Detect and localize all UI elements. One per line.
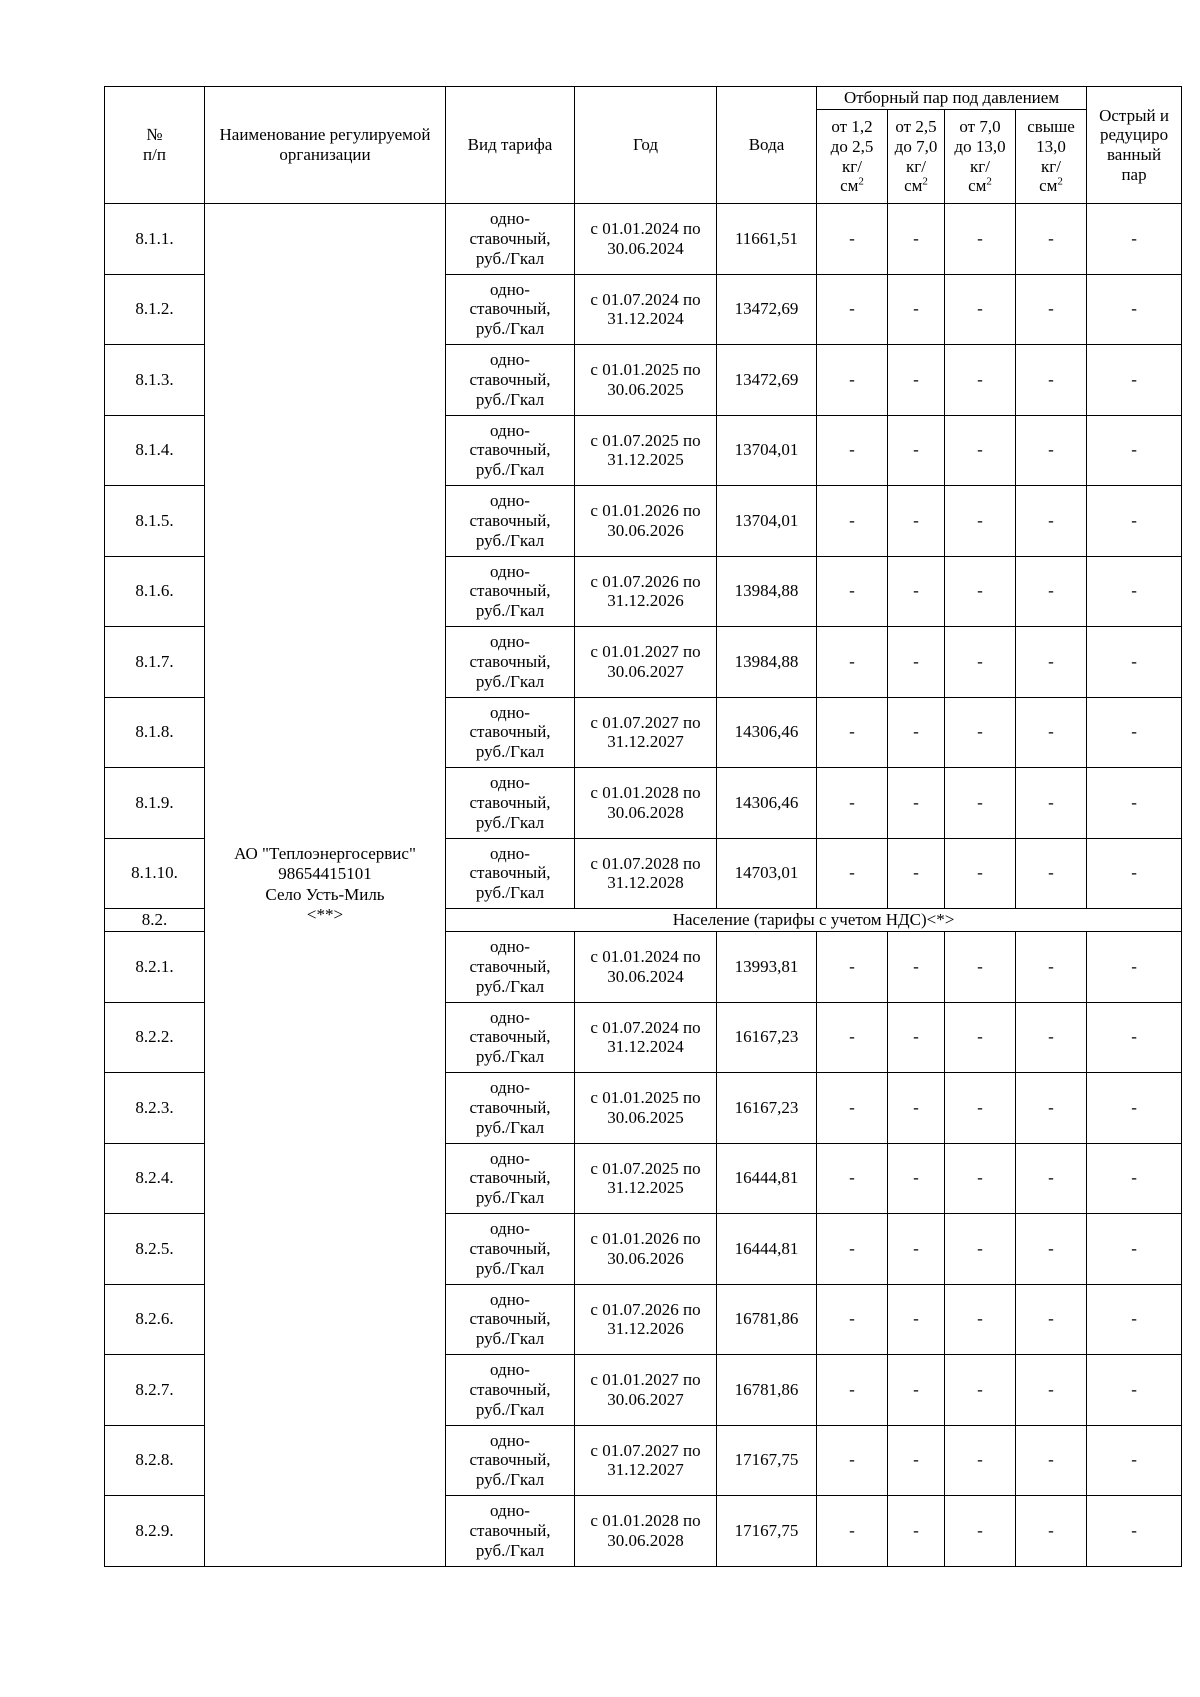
- period: с 01.01.2027 по 30.06.2027: [575, 1355, 717, 1426]
- header-pressure-2-sup: 2: [922, 175, 928, 188]
- header-pressure-1: [817, 110, 888, 204]
- steam-3-value: -: [945, 768, 1016, 839]
- water-value: 14306,46: [717, 768, 817, 839]
- header-pressure-1-label: от 1,2 до 2,5 кг/ см: [830, 117, 874, 196]
- header-pressure-4-label: свыше 13,0 кг/ см: [1027, 117, 1075, 196]
- steam-1-value: -: [817, 932, 888, 1003]
- sharp-steam-value: -: [1087, 838, 1182, 909]
- row-number: 8.1.10.: [105, 838, 205, 909]
- water-value: 13472,69: [717, 274, 817, 345]
- steam-4-value: -: [1016, 204, 1087, 275]
- header-steam-group: Отборный пар под давлением: [817, 87, 1087, 110]
- steam-4-value: -: [1016, 697, 1087, 768]
- steam-3-value: -: [945, 204, 1016, 275]
- header-pressure-3: [945, 110, 1016, 204]
- period: с 01.07.2026 по 31.12.2026: [575, 1284, 717, 1355]
- row-number: 8.2.9.: [105, 1496, 205, 1567]
- sharp-steam-value: -: [1087, 627, 1182, 698]
- tariff-type: одно- ставочный, руб./Гкал: [446, 345, 575, 416]
- organization-name: АО "Теплоэнергосервис" 98654415101 Село Усть-Миль <**>: [205, 204, 446, 1567]
- steam-1-value: -: [817, 697, 888, 768]
- tariff-type: одно- ставочный, руб./Гкал: [446, 1002, 575, 1073]
- steam-1-value: -: [817, 274, 888, 345]
- steam-2-value: -: [888, 1284, 945, 1355]
- steam-2-value: -: [888, 627, 945, 698]
- steam-2-value: -: [888, 1143, 945, 1214]
- row-number: 8.1.4.: [105, 415, 205, 486]
- sharp-steam-value: -: [1087, 204, 1182, 275]
- steam-4-value: -: [1016, 1073, 1087, 1144]
- period: с 01.07.2026 по 31.12.2026: [575, 556, 717, 627]
- row-number: 8.1.2.: [105, 274, 205, 345]
- steam-2-value: -: [888, 697, 945, 768]
- period: с 01.01.2028 по 30.06.2028: [575, 768, 717, 839]
- tariff-type: одно- ставочный, руб./Гкал: [446, 1284, 575, 1355]
- steam-1-value: -: [817, 204, 888, 275]
- period: с 01.07.2027 по 31.12.2027: [575, 697, 717, 768]
- tariff-type: одно- ставочный, руб./Гкал: [446, 838, 575, 909]
- water-value: 16444,81: [717, 1143, 817, 1214]
- steam-2-value: -: [888, 1355, 945, 1426]
- sharp-steam-value: -: [1087, 932, 1182, 1003]
- steam-1-value: -: [817, 1214, 888, 1285]
- steam-3-value: -: [945, 1496, 1016, 1567]
- steam-3-value: -: [945, 1073, 1016, 1144]
- steam-2-value: -: [888, 1002, 945, 1073]
- sharp-steam-value: -: [1087, 345, 1182, 416]
- tariff-table: [104, 86, 1182, 1567]
- period: с 01.01.2026 по 30.06.2026: [575, 486, 717, 557]
- row-number: 8.1.3.: [105, 345, 205, 416]
- header-organization: Наименование регулируемой организации: [205, 87, 446, 204]
- sharp-steam-value: -: [1087, 1496, 1182, 1567]
- header-pressure-4-sup: 2: [1057, 175, 1063, 188]
- steam-2-value: -: [888, 1073, 945, 1144]
- steam-1-value: -: [817, 768, 888, 839]
- sharp-steam-value: -: [1087, 1073, 1182, 1144]
- sharp-steam-value: -: [1087, 1214, 1182, 1285]
- water-value: 14703,01: [717, 838, 817, 909]
- row-number: 8.1.1.: [105, 204, 205, 275]
- period: с 01.01.2025 по 30.06.2025: [575, 345, 717, 416]
- steam-2-value: -: [888, 768, 945, 839]
- row-number: 8.2.8.: [105, 1425, 205, 1496]
- water-value: 16167,23: [717, 1073, 817, 1144]
- water-value: 13704,01: [717, 486, 817, 557]
- steam-2-value: -: [888, 415, 945, 486]
- steam-3-value: -: [945, 486, 1016, 557]
- steam-3-value: -: [945, 1355, 1016, 1426]
- sharp-steam-value: -: [1087, 274, 1182, 345]
- tariff-type: одно- ставочный, руб./Гкал: [446, 697, 575, 768]
- steam-3-value: -: [945, 627, 1016, 698]
- row-number: 8.2.2.: [105, 1002, 205, 1073]
- tariff-type: одно- ставочный, руб./Гкал: [446, 1073, 575, 1144]
- steam-4-value: -: [1016, 345, 1087, 416]
- period: с 01.07.2027 по 31.12.2027: [575, 1425, 717, 1496]
- steam-4-value: -: [1016, 838, 1087, 909]
- row-number: 8.2.4.: [105, 1143, 205, 1214]
- steam-4-value: -: [1016, 932, 1087, 1003]
- period: с 01.07.2024 по 31.12.2024: [575, 274, 717, 345]
- tariff-type: одно- ставочный, руб./Гкал: [446, 556, 575, 627]
- tariff-type: одно- ставочный, руб./Гкал: [446, 415, 575, 486]
- period: с 01.01.2024 по 30.06.2024: [575, 204, 717, 275]
- row-number: 8.2.7.: [105, 1355, 205, 1426]
- steam-4-value: -: [1016, 1496, 1087, 1567]
- header-number: № п/п: [105, 87, 205, 204]
- tariff-type: одно- ставочный, руб./Гкал: [446, 204, 575, 275]
- sharp-steam-value: -: [1087, 1425, 1182, 1496]
- period: с 01.07.2024 по 31.12.2024: [575, 1002, 717, 1073]
- steam-2-value: -: [888, 345, 945, 416]
- steam-3-value: -: [945, 932, 1016, 1003]
- water-value: 16444,81: [717, 1214, 817, 1285]
- tariff-type: одно- ставочный, руб./Гкал: [446, 1143, 575, 1214]
- water-value: 17167,75: [717, 1496, 817, 1567]
- water-value: 13984,88: [717, 556, 817, 627]
- water-value: 16167,23: [717, 1002, 817, 1073]
- row-number: 8.2.1.: [105, 932, 205, 1003]
- steam-3-value: -: [945, 1425, 1016, 1496]
- steam-1-value: -: [817, 486, 888, 557]
- period: с 01.01.2025 по 30.06.2025: [575, 1073, 717, 1144]
- header-year: Год: [575, 87, 717, 204]
- steam-2-value: -: [888, 1496, 945, 1567]
- steam-4-value: -: [1016, 415, 1087, 486]
- sharp-steam-value: -: [1087, 1002, 1182, 1073]
- steam-4-value: -: [1016, 1214, 1087, 1285]
- period: с 01.01.2024 по 30.06.2024: [575, 932, 717, 1003]
- steam-3-value: -: [945, 1143, 1016, 1214]
- row-number: 8.1.9.: [105, 768, 205, 839]
- steam-1-value: -: [817, 1425, 888, 1496]
- steam-3-value: -: [945, 1214, 1016, 1285]
- sharp-steam-value: -: [1087, 1143, 1182, 1214]
- steam-3-value: -: [945, 556, 1016, 627]
- water-value: 16781,86: [717, 1355, 817, 1426]
- water-value: 11661,51: [717, 204, 817, 275]
- steam-2-value: -: [888, 204, 945, 275]
- table-body: [105, 204, 1182, 1567]
- steam-1-value: -: [817, 1496, 888, 1567]
- header-pressure-3-label: от 7,0 до 13,0 кг/ см: [954, 117, 1006, 196]
- water-value: 16781,86: [717, 1284, 817, 1355]
- sharp-steam-value: -: [1087, 1355, 1182, 1426]
- water-value: 13984,88: [717, 627, 817, 698]
- steam-2-value: -: [888, 556, 945, 627]
- header-sharp-steam: Острый и редуциро ванный пар: [1087, 87, 1182, 204]
- tariff-type: одно- ставочный, руб./Гкал: [446, 1425, 575, 1496]
- row-number: 8.1.6.: [105, 556, 205, 627]
- steam-2-value: -: [888, 274, 945, 345]
- row-number: 8.1.5.: [105, 486, 205, 557]
- header-pressure-3-sup: 2: [986, 175, 992, 188]
- header-pressure-2: [888, 110, 945, 204]
- steam-3-value: -: [945, 345, 1016, 416]
- header-pressure-4: [1016, 110, 1087, 204]
- water-value: 13993,81: [717, 932, 817, 1003]
- sharp-steam-value: -: [1087, 1284, 1182, 1355]
- steam-1-value: -: [817, 1284, 888, 1355]
- water-value: 14306,46: [717, 697, 817, 768]
- sharp-steam-value: -: [1087, 486, 1182, 557]
- steam-1-value: -: [817, 1143, 888, 1214]
- steam-4-value: -: [1016, 274, 1087, 345]
- water-value: 13704,01: [717, 415, 817, 486]
- row-number: 8.1.7.: [105, 627, 205, 698]
- water-value: 17167,75: [717, 1425, 817, 1496]
- period: с 01.01.2026 по 30.06.2026: [575, 1214, 717, 1285]
- steam-3-value: -: [945, 838, 1016, 909]
- tariff-type: одно- ставочный, руб./Гкал: [446, 1355, 575, 1426]
- water-value: 13472,69: [717, 345, 817, 416]
- steam-4-value: -: [1016, 1143, 1087, 1214]
- steam-2-value: -: [888, 932, 945, 1003]
- steam-1-value: -: [817, 1355, 888, 1426]
- header-water: Вода: [717, 87, 817, 204]
- steam-4-value: -: [1016, 627, 1087, 698]
- steam-4-value: -: [1016, 1284, 1087, 1355]
- steam-1-value: -: [817, 1002, 888, 1073]
- steam-3-value: -: [945, 1002, 1016, 1073]
- steam-4-value: -: [1016, 1425, 1087, 1496]
- section-number: 8.2.: [105, 909, 205, 932]
- period: с 01.07.2025 по 31.12.2025: [575, 1143, 717, 1214]
- tariff-type: одно- ставочный, руб./Гкал: [446, 274, 575, 345]
- steam-4-value: -: [1016, 486, 1087, 557]
- sharp-steam-value: -: [1087, 768, 1182, 839]
- sharp-steam-value: -: [1087, 556, 1182, 627]
- tariff-type: одно- ставочный, руб./Гкал: [446, 627, 575, 698]
- period: с 01.07.2025 по 31.12.2025: [575, 415, 717, 486]
- table-row: [105, 204, 1182, 275]
- header-pressure-2-label: от 2,5 до 7,0 кг/ см: [894, 117, 938, 196]
- sharp-steam-value: -: [1087, 415, 1182, 486]
- steam-3-value: -: [945, 1284, 1016, 1355]
- period: с 01.07.2028 по 31.12.2028: [575, 838, 717, 909]
- row-number: 8.2.5.: [105, 1214, 205, 1285]
- header-pressure-1-sup: 2: [858, 175, 864, 188]
- tariff-type: одно- ставочный, руб./Гкал: [446, 486, 575, 557]
- steam-3-value: -: [945, 274, 1016, 345]
- steam-4-value: -: [1016, 768, 1087, 839]
- tariff-type: одно- ставочный, руб./Гкал: [446, 768, 575, 839]
- steam-2-value: -: [888, 1425, 945, 1496]
- row-number: 8.2.3.: [105, 1073, 205, 1144]
- steam-4-value: -: [1016, 1002, 1087, 1073]
- steam-2-value: -: [888, 838, 945, 909]
- steam-1-value: -: [817, 627, 888, 698]
- section-title: Население (тарифы с учетом НДС)<*>: [446, 909, 1182, 932]
- steam-2-value: -: [888, 486, 945, 557]
- steam-3-value: -: [945, 415, 1016, 486]
- steam-3-value: -: [945, 697, 1016, 768]
- steam-2-value: -: [888, 1214, 945, 1285]
- steam-4-value: -: [1016, 556, 1087, 627]
- row-number: 8.2.6.: [105, 1284, 205, 1355]
- tariff-type: одно- ставочный, руб./Гкал: [446, 1496, 575, 1567]
- tariff-type: одно- ставочный, руб./Гкал: [446, 932, 575, 1003]
- steam-1-value: -: [817, 1073, 888, 1144]
- period: с 01.01.2027 по 30.06.2027: [575, 627, 717, 698]
- tariff-type: одно- ставочный, руб./Гкал: [446, 1214, 575, 1285]
- steam-1-value: -: [817, 838, 888, 909]
- steam-1-value: -: [817, 345, 888, 416]
- period: с 01.01.2028 по 30.06.2028: [575, 1496, 717, 1567]
- row-number: 8.1.8.: [105, 697, 205, 768]
- sharp-steam-value: -: [1087, 697, 1182, 768]
- header-tariff-type: Вид тарифа: [446, 87, 575, 204]
- steam-1-value: -: [817, 556, 888, 627]
- steam-4-value: -: [1016, 1355, 1087, 1426]
- steam-1-value: -: [817, 415, 888, 486]
